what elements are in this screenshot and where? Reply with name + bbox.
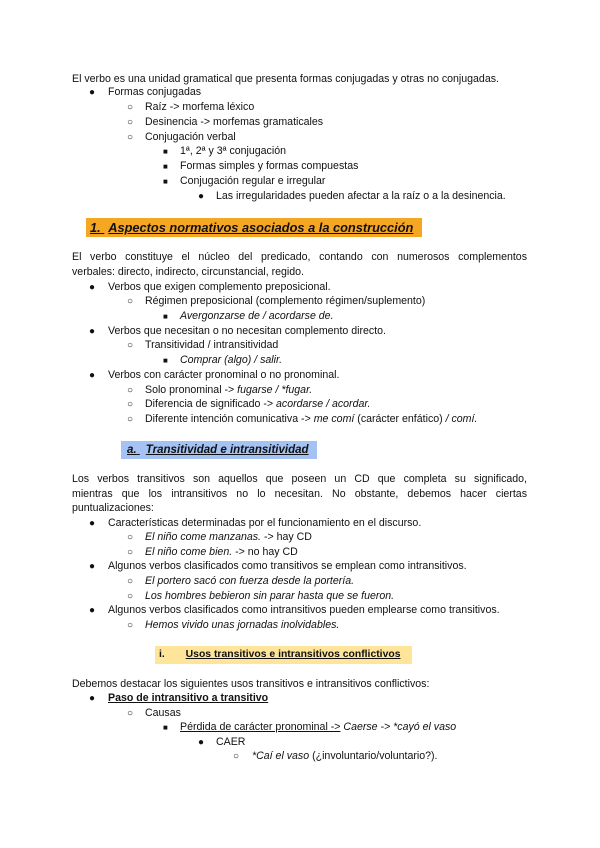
list-item: Formas conjugadas: [108, 86, 202, 98]
list-item: Verbos con carácter pronominal o no pronominal.: [108, 369, 340, 381]
list-item-text: (carácter enfático): [354, 413, 446, 425]
example-text: fugarse / *fugar.: [237, 384, 313, 396]
paragraph-line: puntualizaciones:: [72, 502, 154, 514]
list-item: [145, 413, 477, 426]
list-item: Paso de intransitivo a transitivo: [108, 692, 269, 704]
paragraph-line: Los verbos transitivos son aquellos que poseen un CD que completa su significado,: [72, 473, 527, 485]
bullet-circle-icon: ○: [127, 620, 134, 631]
intro-paragraph: El verbo es una unidad gramatical que presenta formas conjugadas y otras no conjugadas.: [72, 73, 499, 85]
list-item: Algunos verbos clasificados como transitivos se emplean como intransitivos.: [108, 560, 467, 572]
section-title: Transitividad e intransitividad: [145, 444, 309, 456]
bullet-circle-icon: ○: [233, 751, 240, 762]
bullet-square-icon: ■: [163, 356, 168, 365]
example-text: El niño come bien.: [145, 546, 233, 558]
list-item: Régimen preposicional (complemento régimen/suplemento): [145, 295, 426, 307]
example-text: El niño come manzanas.: [145, 531, 262, 543]
bullet-circle-icon: ○: [127, 385, 134, 396]
section-numeral: i.: [159, 649, 165, 660]
bullet-circle-icon: ○: [127, 414, 134, 425]
bullet-square-icon: ■: [163, 312, 168, 321]
list-item: Verbos que necesitan o no necesitan complemento directo.: [108, 325, 386, 337]
example-text: El portero sacó con fuerza desde la portería.: [145, 575, 355, 587]
bullet-circle-icon: ○: [127, 296, 134, 307]
list-item: [180, 721, 456, 734]
section-heading-i: [155, 646, 412, 664]
list-item: Formas simples y formas compuestas: [180, 160, 359, 172]
section-title: Usos transitivos e intransitivos conflictivos: [185, 649, 401, 660]
list-item-text: -> hay CD: [261, 531, 312, 543]
paragraph-line: mientras que los intransitivos no lo necesitan. No obstante, debemos hacer ciertas: [72, 488, 527, 500]
example-text: / comí.: [445, 413, 478, 425]
list-item-text: Solo pronominal ->: [145, 384, 238, 396]
bullet-disc-icon: ●: [198, 191, 205, 202]
list-item-text: Pérdida de carácter pronominal ->: [180, 721, 341, 733]
bullet-disc-icon: ●: [89, 87, 96, 98]
example-text: Avergonzarse de / acordarse de.: [180, 310, 334, 322]
section-number: 1.: [90, 220, 101, 235]
list-item-text: -> no hay CD: [232, 546, 298, 558]
example-text: acordarse / acordar.: [276, 398, 371, 410]
example-text: *Caí el vaso: [252, 750, 310, 762]
list-item: [145, 384, 312, 397]
section-title: Aspectos normativos asociados a la construcción: [108, 220, 414, 235]
list-item: 1ª, 2ª y 3ª conjugación: [180, 145, 286, 157]
example-text: Los hombres bebieron sin parar hasta que se fueron.: [145, 590, 395, 602]
list-item: [145, 531, 312, 544]
bullet-disc-icon: ●: [89, 370, 96, 381]
bullet-circle-icon: ○: [127, 117, 134, 128]
bullet-circle-icon: ○: [127, 532, 134, 543]
bullet-square-icon: ■: [163, 162, 168, 171]
list-item: CAER: [216, 736, 246, 748]
example-text: Hemos vivido unas jornadas inolvidables.: [145, 619, 340, 631]
bullet-disc-icon: ●: [89, 518, 96, 529]
bullet-square-icon: ■: [163, 177, 168, 186]
section-heading-a: [121, 441, 317, 459]
bullet-disc-icon: ●: [89, 326, 96, 337]
list-item: Las irregularidades pueden afectar a la raíz o a la desinencia.: [216, 190, 506, 202]
bullet-disc-icon: ●: [89, 605, 96, 616]
bullet-square-icon: ■: [163, 723, 168, 732]
list-item: Verbos que exigen complemento preposicional.: [108, 281, 331, 293]
bullet-circle-icon: ○: [127, 708, 134, 719]
paragraph-line: verbales: directo, indirecto, circunstancial, regido.: [72, 266, 304, 278]
list-item: Raíz -> morfema léxico: [145, 101, 255, 113]
list-item-text: Diferente intención comunicativa ->: [145, 413, 314, 425]
bullet-circle-icon: ○: [127, 591, 134, 602]
list-item-text: Diferencia de significado ->: [145, 398, 277, 410]
bullet-square-icon: ■: [163, 147, 168, 156]
list-item: [252, 750, 438, 763]
paragraph-line: Debemos destacar los siguientes usos transitivos e intransitivos conflictivos:: [72, 678, 430, 690]
list-item: Características determinadas por el funcionamiento en el discurso.: [108, 517, 422, 529]
example-text: Caerse -> *cayó el vaso: [340, 721, 457, 733]
list-item-text: (¿involuntario/voluntario?).: [309, 750, 438, 762]
bullet-circle-icon: ○: [127, 340, 134, 351]
bullet-circle-icon: ○: [127, 102, 134, 113]
bullet-circle-icon: ○: [127, 399, 134, 410]
list-item: Conjugación regular e irregular: [180, 175, 326, 187]
bullet-disc-icon: ●: [89, 282, 96, 293]
list-item: Conjugación verbal: [145, 131, 236, 143]
example-text: me comí: [313, 413, 355, 425]
bullet-circle-icon: ○: [127, 132, 134, 143]
bullet-disc-icon: ●: [198, 737, 205, 748]
list-item: Causas: [145, 707, 181, 719]
section-letter: a.: [127, 444, 137, 456]
list-item: [145, 546, 298, 559]
bullet-disc-icon: ●: [89, 561, 96, 572]
list-item: [145, 398, 370, 411]
list-item: Transitividad / intransitividad: [145, 339, 279, 351]
section-heading-1: [86, 218, 422, 237]
list-item: Algunos verbos clasificados como intransitivos pueden emplearse como transitivos.: [108, 604, 500, 616]
list-item: Desinencia -> morfemas gramaticales: [145, 116, 324, 128]
example-text: Comprar (algo) / salir.: [180, 354, 283, 366]
bullet-circle-icon: ○: [127, 576, 134, 587]
bullet-circle-icon: ○: [127, 547, 134, 558]
bullet-disc-icon: ●: [89, 693, 96, 704]
paragraph-line: El verbo constituye el núcleo del predicado, contando con numerosos complementos: [72, 251, 527, 263]
